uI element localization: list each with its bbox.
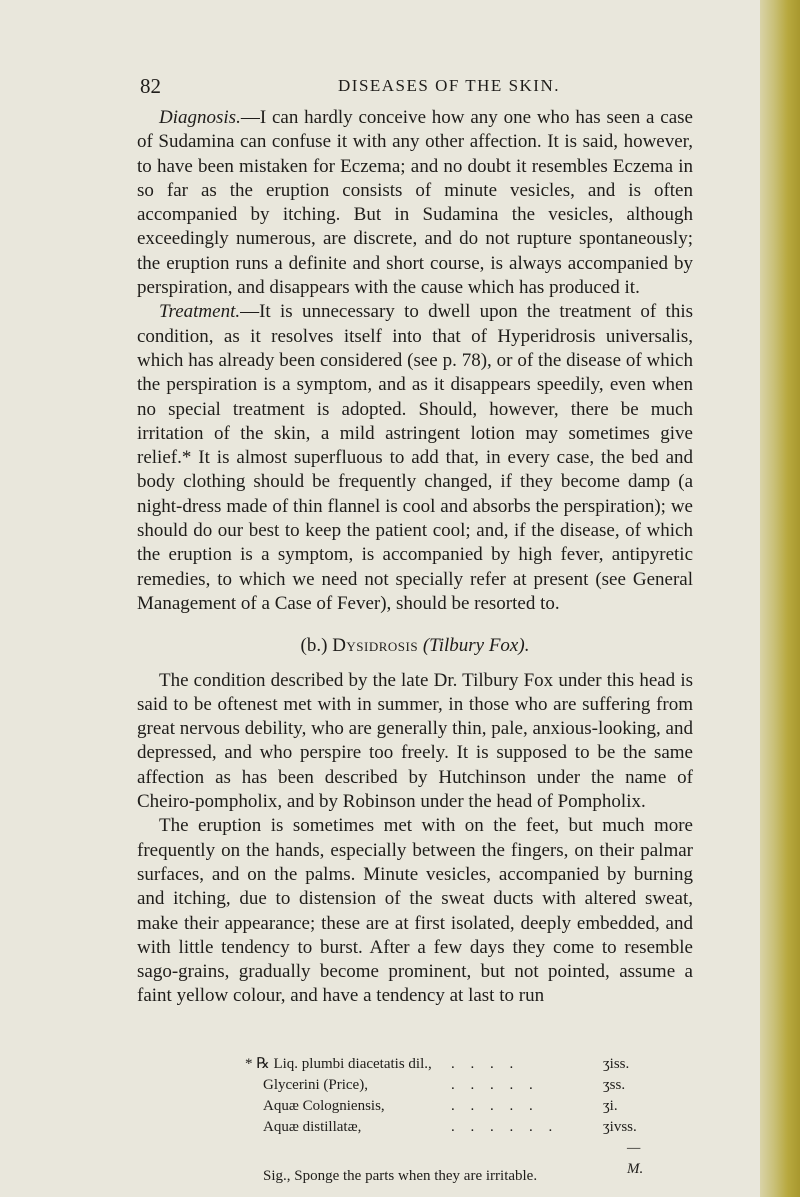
ingredient-quantity: ʒi. xyxy=(603,1098,618,1114)
running-title: DISEASES OF THE SKIN. xyxy=(338,76,560,95)
leader-dots: . . . . . xyxy=(451,1077,539,1093)
page-header xyxy=(140,74,700,104)
section-author: (Tilbury Fox). xyxy=(422,635,530,657)
ingredient-quantity: ʒivss. xyxy=(603,1119,637,1135)
ingredient-name: Aquæ distillatæ, xyxy=(263,1119,362,1135)
diagnosis-label: Diagnosis. xyxy=(159,107,241,128)
ingredient-quantity: ʒiss. xyxy=(603,1056,630,1072)
leader-dots: . . . . xyxy=(451,1056,520,1072)
section-prefix: (b.) xyxy=(300,635,328,657)
prescription-row xyxy=(245,1075,655,1096)
page-edge-binding xyxy=(760,0,800,1197)
prescription-row xyxy=(245,1096,655,1117)
misce-signature: —M. xyxy=(627,1140,644,1177)
dysidrosis-paragraph: The condition described by the late Dr. Tilbury Fox under this head is said to be oftenest met with in summer, in those who are suffering from great nervous debility, who are generally thin, pale, anxious-looking, and depressed, and who perspire too freely. It is supposed to be the same affection as has been described by Hutchinson under the name of Cheiro-pompholix, and by Robinson under the head of Pompholix. xyxy=(137,669,693,813)
main-text xyxy=(137,106,693,1009)
ingredient-quantity: ʒss. xyxy=(603,1077,626,1093)
diagnosis-paragraph xyxy=(137,106,693,300)
page-number: 82 xyxy=(140,74,161,98)
section-heading xyxy=(137,634,693,658)
eruption-paragraph: The eruption is sometimes met with on the feet, but much more frequently on the hands, especially between the fingers, on their palmar surfaces, and on the palms. Minute vesicles, accompanied by burning and itching, due to distension of the sweat ducts with altered sweat, make their appearance; these are at first isolated, deeply embedded, and with little tendency to burst. After a few days they come to resemble sago-grains, gradually become prominent, but not pointed, assume a faint yellow colour, and have a tendency at last to run xyxy=(137,815,693,1007)
ingredient-name: Glycerini (Price), xyxy=(263,1077,368,1093)
treatment-text: —It is unnecessary to dwell upon the treatment of this condition, as it resolves itself into that of Hyperidrosis universalis, which has already been considered (see p. 78), or of the disease of which the perspiration is a symptom, and as it disappears speedily, even when no special treatment is adopted. Should, however, there be much irritation of the skin, a mild astringent lotion may sometimes give relief.* It is almost superfluous to add that, in every case, the bed and body clothing should be frequently changed, if they become damp (a night-dress made of thin flannel is cool and absorbs the perspiration); we should do our best to keep the patient cool; and, if the disease, of which the eruption is a symptom, is accompanied by high fever, antipyretic remedies, to which we need not specially refer at present (see General Management of a Case of Fever), should be resorted to. xyxy=(137,301,693,614)
section-title: Dysidrosis xyxy=(332,635,419,657)
ingredient-name: * ℞ Liq. plumbi diacetatis dil., xyxy=(245,1056,432,1072)
prescription-row xyxy=(245,1054,655,1075)
footnote-prescription xyxy=(245,1054,655,1184)
diagnosis-text: —I can hardly conceive how any one who has seen a case of Sudamina can confuse it with any other affection. It is said, however, to have been mistaken for Eczema; and no doubt it resembles Eczema in so far as the eruption consists of minute vesicles, and is often accompanied by itching. But in Sudamina the vesicles, although exceedingly numerous, are discrete, and do not rupture spontaneously; the eruption runs a definite and short course, is always accompanied by perspiration, and disappears with the cause which has produced it. xyxy=(137,107,693,299)
treatment-paragraph xyxy=(137,300,693,616)
sig-instruction: Sig., Sponge the parts when they are irritable. xyxy=(263,1168,538,1184)
ingredient-name: Aquæ Cologniensis, xyxy=(263,1098,385,1114)
leader-dots: . . . . . xyxy=(451,1098,539,1114)
leader-dots: . . . . . . xyxy=(451,1119,559,1135)
treatment-label: Treatment. xyxy=(159,301,241,323)
prescription-row xyxy=(245,1117,655,1138)
